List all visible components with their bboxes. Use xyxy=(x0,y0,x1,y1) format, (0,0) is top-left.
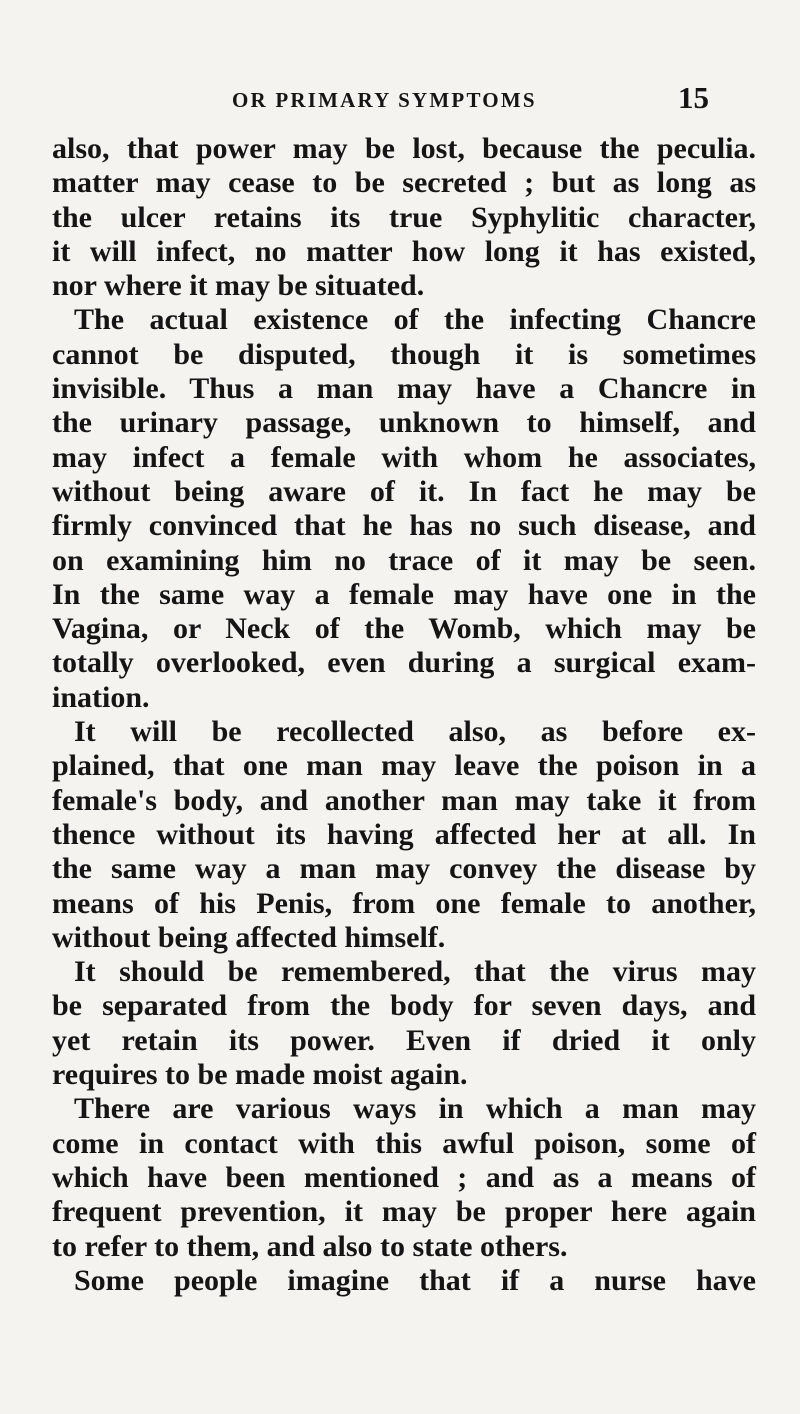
page-number: 15 xyxy=(678,80,709,115)
text-line: requires to be made moist again. xyxy=(52,1058,468,1092)
text-line: totally overlooked, even during a surgical exam- xyxy=(52,646,756,680)
text-line: matter may cease to be secreted ; but as long as xyxy=(52,166,756,200)
text-line: the same way a man may convey the disease by xyxy=(52,852,756,886)
text-line: the ulcer retains its true Syphylitic character, xyxy=(52,200,756,234)
running-title: OR PRIMARY SYMPTOMS xyxy=(232,88,537,112)
text-line: to refer to them, and also to state others. xyxy=(52,1229,568,1263)
text-line: be separated from the body for seven days, and xyxy=(52,989,756,1023)
running-head xyxy=(0,80,800,120)
text-line: also, that power may be lost, because the peculia. xyxy=(52,132,756,165)
text-line: may infect a female with whom he associates, xyxy=(52,440,756,474)
text-line: In the same way a female may have one in the xyxy=(52,577,756,611)
text-line: on examining him no trace of it may be seen. xyxy=(52,543,756,577)
text-line: nor where it may be situated. xyxy=(52,269,425,303)
text-line: Vagina, or Neck of the Womb, which may be xyxy=(52,612,756,646)
body-text xyxy=(52,132,756,1298)
text-line: it will infect, no matter how long it has existed, xyxy=(52,234,756,268)
text-line: It will be recollected also, as before ex- xyxy=(74,715,756,749)
text-line: yet retain its power. Even if dried it only xyxy=(52,1023,756,1057)
text-line: invisible. Thus a man may have a Chancre in xyxy=(52,372,756,406)
text-line: There are various ways in which a man may xyxy=(74,1092,756,1126)
text-line: frequent prevention, it may be proper here again xyxy=(52,1195,756,1229)
text-line: come in contact with this awful poison, some of xyxy=(52,1126,756,1160)
text-line: the urinary passage, unknown to himself, and xyxy=(52,406,756,440)
text-line: firmly convinced that he has no such disease, and xyxy=(52,509,756,543)
text-line: It should be remembered, that the virus may xyxy=(74,955,756,989)
text-line: Some people imagine that if a nurse have xyxy=(74,1263,756,1297)
text-line: which have been mentioned ; and as a means of xyxy=(52,1160,756,1194)
text-line: The actual existence of the infecting Chancre xyxy=(74,303,756,337)
text-line: without being affected himself. xyxy=(52,920,446,954)
text-line: without being aware of it. In fact he may be xyxy=(52,474,756,508)
text-line: means of his Penis, from one female to another, xyxy=(52,886,756,920)
text-line: thence without its having affected her at all. In xyxy=(52,817,756,851)
text-line: cannot be disputed, though it is sometimes xyxy=(52,337,756,371)
text-line: plained, that one man may leave the poison in a xyxy=(52,749,756,783)
text-line: female's body, and another man may take it from xyxy=(52,783,756,817)
text-line: ination. xyxy=(52,680,150,714)
